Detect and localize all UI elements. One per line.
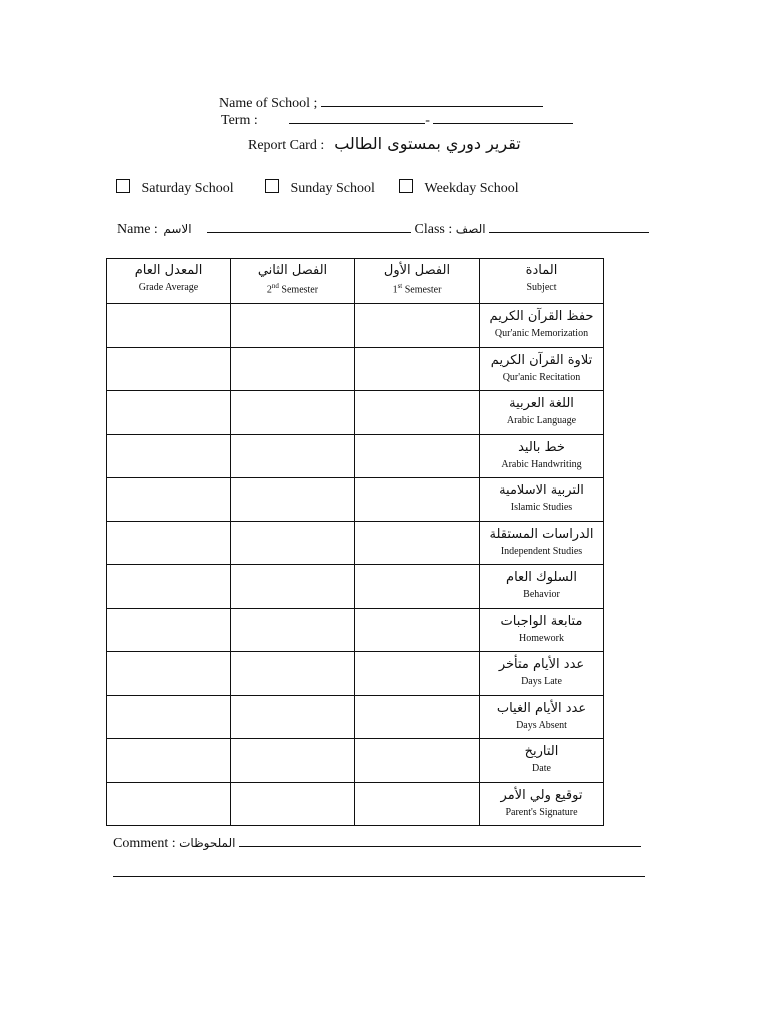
table-row <box>107 347 604 391</box>
header-sup: st <box>397 282 403 290</box>
subject-english: Qur'anic Recitation <box>502 371 581 383</box>
grade-average-cell[interactable] <box>107 782 231 826</box>
school-name-label: Name of School ; <box>219 96 318 111</box>
class-arabic: الصف <box>455 222 486 236</box>
table-row <box>107 782 604 826</box>
table-row <box>107 739 604 783</box>
term-row <box>221 109 573 129</box>
table-header-row <box>107 259 604 304</box>
name-label: Name : <box>117 222 158 237</box>
header-en: Grade Average <box>138 282 199 293</box>
subject-english: Parent's Signature <box>505 806 578 818</box>
subject-cell <box>480 652 604 696</box>
first-semester-cell[interactable] <box>355 434 480 478</box>
header-en-wrap <box>355 282 479 295</box>
subject-cell <box>480 521 604 565</box>
subject-cell <box>480 695 604 739</box>
sunday-label: Sunday School <box>290 181 375 196</box>
name-arabic: الاسم <box>163 222 192 236</box>
subject-cell <box>480 304 604 348</box>
header-second-semester <box>231 259 355 304</box>
weekday-checkbox[interactable] <box>399 179 413 193</box>
grade-average-cell[interactable] <box>107 391 231 435</box>
subject-english: Qur'anic Memorization <box>494 328 589 339</box>
subject-arabic: متابعة الواجبات <box>500 613 583 629</box>
subject-english: Days Absent <box>516 719 567 731</box>
first-semester-cell[interactable] <box>355 391 480 435</box>
header-ar: المعدل العام <box>134 263 203 278</box>
second-semester-cell[interactable] <box>231 782 355 826</box>
comment-arabic: الملحوظات <box>179 836 236 850</box>
school-type-saturday[interactable] <box>116 179 234 197</box>
class-field[interactable] <box>489 218 649 233</box>
comment-second-line[interactable] <box>113 876 645 877</box>
header-ar: الفصل الثاني <box>257 263 328 278</box>
first-semester-cell[interactable] <box>355 478 480 522</box>
subject-english: Arabic Handwriting <box>501 458 582 470</box>
subject-cell <box>480 347 604 391</box>
term-label: Term : <box>221 113 258 128</box>
grade-average-cell[interactable] <box>107 478 231 522</box>
subject-english: Date <box>532 763 551 774</box>
student-row <box>117 218 649 238</box>
report-card-title <box>248 134 521 154</box>
first-semester-cell[interactable] <box>355 782 480 826</box>
subject-english: Days Late <box>521 676 562 687</box>
second-semester-cell[interactable] <box>231 391 355 435</box>
header-num: 1 <box>392 284 398 296</box>
subject-cell <box>480 478 604 522</box>
name-field[interactable] <box>207 218 411 233</box>
subject-arabic: السلوك العام <box>506 570 577 585</box>
second-semester-cell[interactable] <box>231 608 355 652</box>
subject-cell <box>480 782 604 826</box>
term-separator: - <box>425 113 430 128</box>
header-sup: nd <box>271 282 279 290</box>
table-row <box>107 434 604 478</box>
header-en: Subject <box>526 282 557 293</box>
term-start-field[interactable] <box>289 109 425 124</box>
weekday-label: Weekday School <box>424 181 519 196</box>
subject-english: Independent Studies <box>500 545 583 557</box>
subject-arabic: خط باليد <box>518 439 565 455</box>
table-row <box>107 304 604 348</box>
grade-average-cell[interactable] <box>107 652 231 696</box>
table-row <box>107 521 604 565</box>
second-semester-cell[interactable] <box>231 347 355 391</box>
subject-english: Behavior <box>523 589 560 600</box>
subject-arabic: عدد الأيام الغياب <box>496 700 587 716</box>
first-semester-cell[interactable] <box>355 652 480 696</box>
second-semester-cell[interactable] <box>231 695 355 739</box>
school-type-sunday[interactable] <box>265 179 375 197</box>
header-en: Semester <box>402 284 442 296</box>
second-semester-cell[interactable] <box>231 652 355 696</box>
grade-average-cell[interactable] <box>107 695 231 739</box>
first-semester-cell[interactable] <box>355 304 480 348</box>
grade-average-cell[interactable] <box>107 739 231 783</box>
grade-average-cell[interactable] <box>107 347 231 391</box>
comment-label: Comment : <box>113 836 176 851</box>
subject-arabic: اللغة العربية <box>509 396 574 411</box>
first-semester-cell[interactable] <box>355 521 480 565</box>
subject-cell <box>480 739 604 783</box>
header-grade-average <box>107 259 231 304</box>
subject-cell <box>480 608 604 652</box>
subject-arabic: الدراسات المستقلة <box>489 526 594 542</box>
second-semester-cell[interactable] <box>231 304 355 348</box>
table-row <box>107 695 604 739</box>
saturday-checkbox[interactable] <box>116 179 130 193</box>
term-end-field[interactable] <box>433 109 573 124</box>
comment-field[interactable] <box>239 832 641 847</box>
school-name-field[interactable] <box>321 92 543 107</box>
grades-table <box>106 258 604 826</box>
first-semester-cell[interactable] <box>355 347 480 391</box>
grade-average-cell[interactable] <box>107 608 231 652</box>
subject-arabic: التاريخ <box>524 744 559 759</box>
second-semester-cell[interactable] <box>231 521 355 565</box>
subject-arabic: توقيع ولي الأمر <box>500 787 583 803</box>
header-num: 2 <box>266 284 272 296</box>
second-semester-cell[interactable] <box>231 434 355 478</box>
header-ar: المادة <box>525 263 558 278</box>
subject-arabic: عدد الأيام متأخر <box>498 657 585 672</box>
subject-arabic: التربية الاسلامية <box>499 483 584 498</box>
subject-cell <box>480 434 604 478</box>
header-subject <box>480 259 604 304</box>
grade-average-cell[interactable] <box>107 434 231 478</box>
report-card-label: Report Card : <box>248 138 325 153</box>
header-ar: الفصل الأول <box>383 263 451 278</box>
table-row <box>107 391 604 435</box>
header-first-semester <box>355 259 480 304</box>
second-semester-cell[interactable] <box>231 478 355 522</box>
comment-row <box>113 832 641 852</box>
sunday-checkbox[interactable] <box>265 179 279 193</box>
saturday-label: Saturday School <box>141 181 234 196</box>
subject-cell <box>480 565 604 609</box>
school-type-weekday[interactable] <box>399 179 519 197</box>
subject-english: Arabic Language <box>506 415 577 426</box>
subject-english: Homework <box>519 632 564 644</box>
subject-arabic: حفظ القرآن الكريم <box>489 309 594 324</box>
first-semester-cell[interactable] <box>355 565 480 609</box>
first-semester-cell[interactable] <box>355 739 480 783</box>
second-semester-cell[interactable] <box>231 565 355 609</box>
grade-average-cell[interactable] <box>107 565 231 609</box>
table-row <box>107 652 604 696</box>
report-card-arabic: تقرير دوري بمستوى الطالب <box>334 134 521 153</box>
subject-cell <box>480 391 604 435</box>
first-semester-cell[interactable] <box>355 695 480 739</box>
header-en: Semester <box>278 284 319 296</box>
table-row <box>107 478 604 522</box>
first-semester-cell[interactable] <box>355 608 480 652</box>
second-semester-cell[interactable] <box>231 739 355 783</box>
header-en-wrap <box>231 282 354 295</box>
grade-average-cell[interactable] <box>107 304 231 348</box>
grade-average-cell[interactable] <box>107 521 231 565</box>
class-label: Class : <box>414 222 453 237</box>
subject-english: Islamic Studies <box>510 502 573 513</box>
table-row <box>107 608 604 652</box>
subject-arabic: تلاوة القرآن الكريم <box>490 352 593 368</box>
table-row <box>107 565 604 609</box>
